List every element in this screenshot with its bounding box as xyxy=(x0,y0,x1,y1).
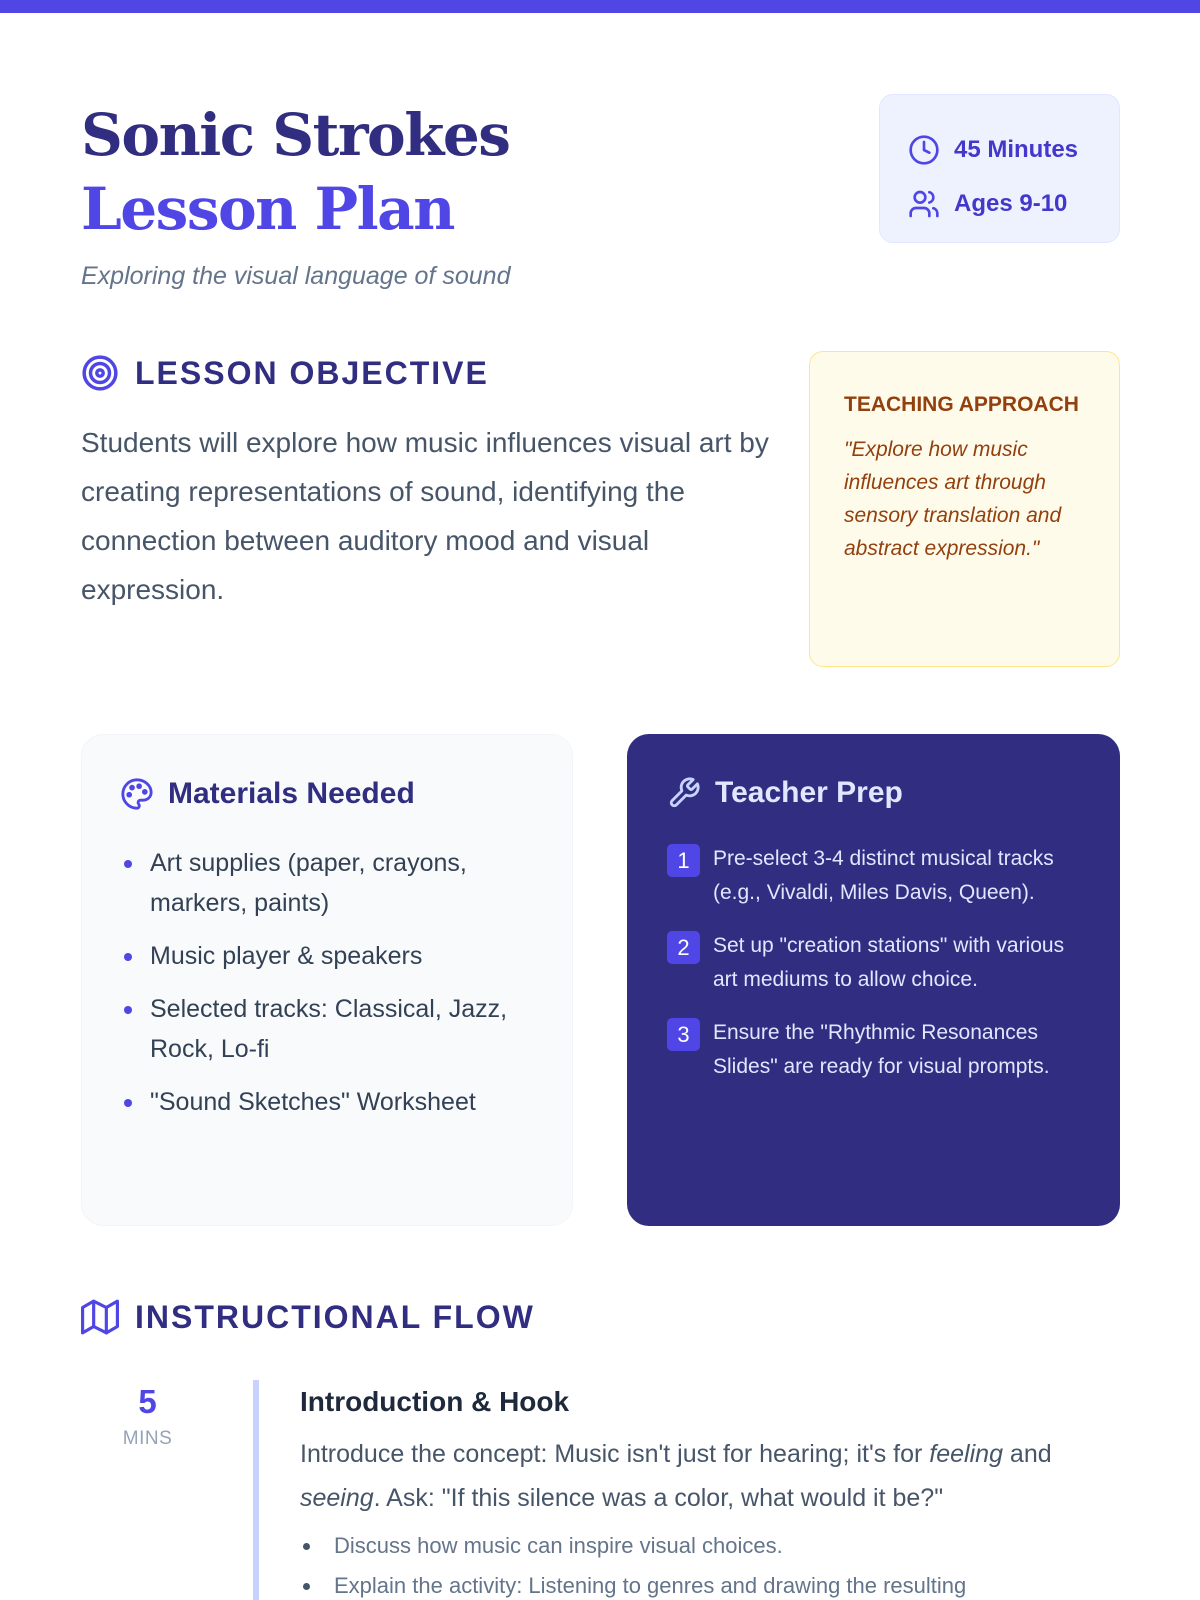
flow-step-duration xyxy=(81,1380,214,1450)
teacher-prep-card xyxy=(627,734,1120,1226)
desc-emphasis: seeing xyxy=(300,1484,374,1512)
materials-list xyxy=(120,843,542,1122)
desc-text: Introduce the concept: Music isn't just for hearing; it's for xyxy=(300,1440,930,1468)
step-text: Ensure the "Rhythmic Resonances Slides" are ready for visual prompts. xyxy=(713,1021,1050,1078)
ages-text: Ages 9-10 xyxy=(954,190,1068,217)
palette-icon xyxy=(120,777,154,811)
wrench-icon xyxy=(667,776,701,810)
flow-step-body xyxy=(300,1380,1130,1600)
list-item: "Sound Sketches" Worksheet xyxy=(120,1082,542,1122)
page-title-line2: Lesson Plan xyxy=(81,175,454,243)
step-number-badge: 1 xyxy=(667,844,700,877)
ages-row xyxy=(908,177,1119,231)
list-item xyxy=(667,929,1090,997)
top-accent-bar xyxy=(0,0,1200,13)
teacher-prep-title-text: Teacher Prep xyxy=(715,776,903,809)
step-number-badge: 2 xyxy=(667,931,700,964)
teaching-approach-box xyxy=(809,351,1120,667)
list-item: Selected tracks: Classical, Jazz, Rock, Lo-fi xyxy=(120,989,542,1069)
page-header xyxy=(81,98,681,291)
list-item: Discuss how music can inspire visual choices. xyxy=(300,1526,1130,1566)
objective-heading xyxy=(81,354,489,392)
page-title-line1: Sonic Strokes xyxy=(81,101,510,169)
flow-step-unit: MINS xyxy=(122,1428,173,1449)
step-text: Set up "creation stations" with various art mediums to allow choice. xyxy=(713,934,1065,991)
map-icon xyxy=(81,1298,119,1336)
desc-emphasis: feeling xyxy=(929,1440,1003,1468)
step-number-badge: 3 xyxy=(667,1018,700,1051)
flow-step-minutes: 5 xyxy=(138,1383,157,1420)
flow-step-description xyxy=(300,1432,1130,1520)
instructional-flow-heading-text: INSTRUCTIONAL FLOW xyxy=(135,1298,535,1335)
desc-text: . Ask: "If this silence was a color, what would it be?" xyxy=(373,1484,944,1512)
list-item: Explain the activity: Listening to genres and drawing the resulting xyxy=(300,1566,1130,1600)
duration-row xyxy=(908,123,1119,177)
teaching-approach-quote: "Explore how music influences art through sensory translation and abstract expression." xyxy=(844,438,1062,560)
target-icon xyxy=(81,354,119,392)
users-icon xyxy=(908,188,940,220)
page-subtitle: Exploring the visual language of sound xyxy=(81,262,511,290)
list-item: Music player & speakers xyxy=(120,936,542,976)
clock-icon xyxy=(908,134,940,166)
objective-text: Students will explore how music influences visual art by creating representations of sound, identifying the connection between auditory mood and visual expression. xyxy=(81,427,769,605)
materials-title-text: Materials Needed xyxy=(168,777,415,810)
materials-card xyxy=(81,734,573,1226)
teaching-approach-title: TEACHING APPROACH xyxy=(844,393,1079,416)
step-text: Pre-select 3-4 distinct musical tracks (e.g., Vivaldi, Miles Davis, Queen). xyxy=(713,847,1054,904)
flow-step-title: Introduction & Hook xyxy=(300,1386,570,1417)
teacher-prep-title xyxy=(667,776,1090,810)
flow-step-bullets xyxy=(300,1526,1130,1600)
objective-heading-text: LESSON OBJECTIVE xyxy=(135,354,489,391)
duration-text: 45 Minutes xyxy=(954,136,1079,163)
instructional-flow-heading xyxy=(81,1298,535,1336)
list-item: Art supplies (paper, crayons, markers, paints) xyxy=(120,843,542,923)
materials-title xyxy=(120,777,542,811)
lesson-meta-box xyxy=(879,94,1120,243)
list-item xyxy=(667,1016,1090,1084)
timeline-divider xyxy=(253,1380,259,1600)
teacher-prep-list xyxy=(667,842,1090,1084)
list-item xyxy=(667,842,1090,910)
desc-text: and xyxy=(1002,1440,1052,1468)
flow-step xyxy=(81,1380,1121,1600)
